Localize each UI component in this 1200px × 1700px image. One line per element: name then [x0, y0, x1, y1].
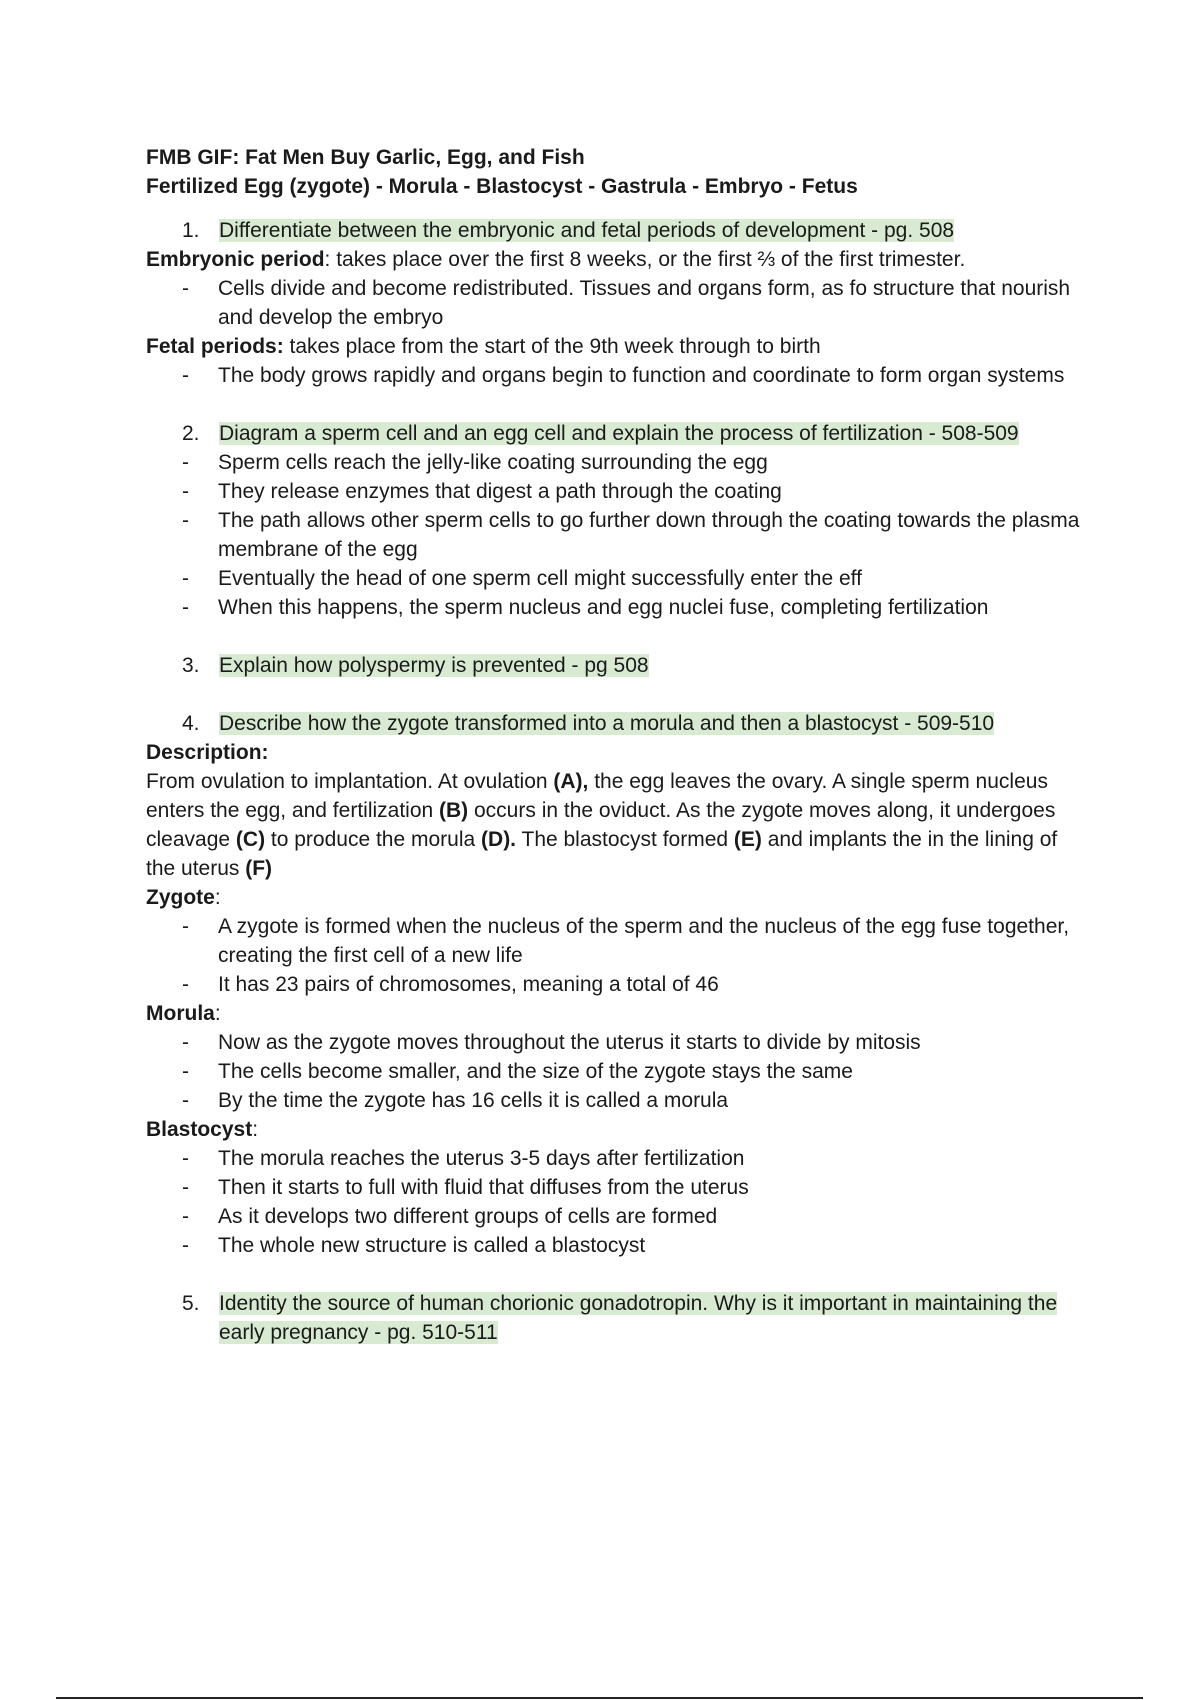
embryonic-period-text: : takes place over the first 8 weeks, or the first ⅔ of the first trimester. — [324, 248, 966, 271]
list-item — [146, 1173, 1086, 1202]
bullet-dash: - — [182, 1031, 189, 1054]
bullet-dash: - — [182, 915, 189, 938]
bullet-text: Sperm cells reach the jelly-like coating surrounding the egg — [218, 451, 768, 474]
zygote-label: Zygote — [146, 886, 215, 909]
bullet-dash: - — [182, 1147, 189, 1170]
stages-heading: Fertilized Egg (zygote) - Morula - Blastocyst - Gastrula - Embryo - Fetus — [146, 175, 858, 198]
label-f: (F) — [245, 857, 273, 880]
bullet-text: The body grows rapidly and organs begin to function and coordinate to form organ systems — [218, 364, 1065, 387]
bullet-text: They release enzymes that digest a path through the coating — [218, 480, 782, 503]
bullet-dash: - — [182, 1234, 189, 1257]
bullet-dash: - — [182, 567, 189, 590]
list-item — [146, 1028, 1086, 1057]
description-text: the egg leaves the ovary. A single sperm nucleus enters the egg, and fertilization — [146, 770, 1048, 822]
question-1 — [146, 216, 1086, 245]
blastocyst-label: Blastocyst — [146, 1118, 253, 1141]
morula-heading — [146, 999, 1086, 1028]
bullet-text: As it develops two different groups of cells are formed — [218, 1205, 718, 1228]
list-item — [146, 1144, 1086, 1173]
list-item — [146, 477, 1086, 506]
bullet-text: Now as the zygote moves throughout the uterus it starts to divide by mitosis — [218, 1031, 921, 1054]
description-text: From ovulation to implantation. At ovulation — [146, 770, 554, 793]
description-label: Description: — [146, 741, 269, 764]
bullet-dash: - — [182, 451, 189, 474]
description-text: to produce the morula — [265, 828, 482, 851]
list-item — [146, 274, 1086, 332]
question-4 — [146, 709, 1086, 738]
label-c: (C) — [235, 828, 266, 851]
list-item — [146, 564, 1086, 593]
label-a: (A), — [553, 770, 589, 793]
list-item — [146, 970, 1086, 999]
list-item — [146, 1086, 1086, 1115]
bullet-text: The cells become smaller, and the size of the zygote stays the same — [218, 1060, 853, 1083]
fetal-period-label: Fetal periods: — [146, 335, 284, 358]
fetal-period-text: takes place from the start of the 9th week through to birth — [283, 335, 821, 358]
bullet-text: Then it starts to full with fluid that diffuses from the uterus — [218, 1176, 749, 1199]
question-3 — [146, 651, 1086, 680]
bullet-dash: - — [182, 1205, 189, 1228]
label-e: (E) — [733, 828, 762, 851]
zygote-heading — [146, 883, 1086, 912]
label-b: (B) — [439, 799, 469, 822]
description-text: The blastocyst formed — [516, 828, 734, 851]
bullet-text: Cells divide and become redistributed. Tissues and organs form, as fo structure that nourish and develop the embryo — [218, 277, 1071, 329]
mnemonic-heading: FMB GIF: Fat Men Buy Garlic, Egg, and Fish — [146, 146, 585, 169]
bullet-text: Eventually the head of one sperm cell might successfully enter the eff — [218, 567, 862, 590]
list-item — [146, 361, 1086, 390]
question-1-text: Differentiate between the embryonic and fetal periods of development - pg. 508 — [219, 219, 955, 242]
bullet-dash: - — [182, 480, 189, 503]
question-4-text: Describe how the zygote transformed into a morula and then a blastocyst - 509-510 — [219, 712, 995, 735]
description-text: occurs in the oviduct. As the zygote moves along, it undergoes cleavage — [146, 799, 1056, 851]
description-text: and implants the in the lining of the uterus — [146, 828, 1058, 880]
question-5 — [146, 1289, 1086, 1347]
question-4-number: 4. — [182, 712, 200, 735]
bullet-dash: - — [182, 509, 189, 532]
document-page — [146, 143, 1086, 1347]
question-2-number: 2. — [182, 422, 200, 445]
bullet-text: The whole new structure is called a blastocyst — [218, 1234, 646, 1257]
fetal-period-line — [146, 332, 1086, 361]
list-item — [146, 506, 1086, 564]
list-item — [146, 448, 1086, 477]
question-2-text: Diagram a sperm cell and an egg cell and explain the process of fertilization - 508-509 — [219, 422, 1019, 445]
list-item — [146, 593, 1086, 622]
bullet-dash: - — [182, 1060, 189, 1083]
bullet-text: By the time the zygote has 16 cells it is called a morula — [218, 1089, 729, 1112]
list-item — [146, 912, 1086, 970]
bullet-text: The morula reaches the uterus 3-5 days after fertilization — [218, 1147, 745, 1170]
bullet-text: The path allows other sperm cells to go further down through the coating towards the plasma membrane of the egg — [218, 509, 1080, 561]
footer-rule — [56, 1697, 1143, 1699]
morula-label: Morula — [146, 1002, 215, 1025]
bullet-dash: - — [182, 277, 189, 300]
label-d: (D). — [481, 828, 517, 851]
colon: : — [252, 1118, 259, 1141]
bullet-text: When this happens, the sperm nucleus and egg nuclei fuse, completing fertilization — [218, 596, 989, 619]
colon: : — [214, 1002, 221, 1025]
blastocyst-heading — [146, 1115, 1086, 1144]
list-item — [146, 1057, 1086, 1086]
bullet-dash: - — [182, 1089, 189, 1112]
colon: : — [214, 886, 221, 909]
list-item — [146, 1231, 1086, 1260]
question-3-number: 3. — [182, 654, 200, 677]
question-3-text: Explain how polyspermy is prevented - pg 508 — [219, 654, 649, 677]
bullet-dash: - — [182, 1176, 189, 1199]
embryonic-period-line — [146, 245, 1086, 274]
embryonic-period-label: Embryonic period — [146, 248, 325, 271]
bullet-dash: - — [182, 596, 189, 619]
description-paragraph — [146, 767, 1086, 883]
question-1-number: 1. — [182, 219, 200, 242]
bullet-dash: - — [182, 973, 189, 996]
question-5-text: Identity the source of human chorionic gonadotropin. Why is it important in maintaining the early pregnancy - pg. 510-511 — [219, 1292, 1058, 1344]
question-5-number: 5. — [182, 1292, 200, 1315]
bullet-text: It has 23 pairs of chromosomes, meaning a total of 46 — [218, 973, 719, 996]
bullet-text: A zygote is formed when the nucleus of the sperm and the nucleus of the egg fuse together, creating the first cell of a new life — [218, 915, 1070, 967]
list-item — [146, 1202, 1086, 1231]
question-2 — [146, 419, 1086, 448]
bullet-dash: - — [182, 364, 189, 387]
